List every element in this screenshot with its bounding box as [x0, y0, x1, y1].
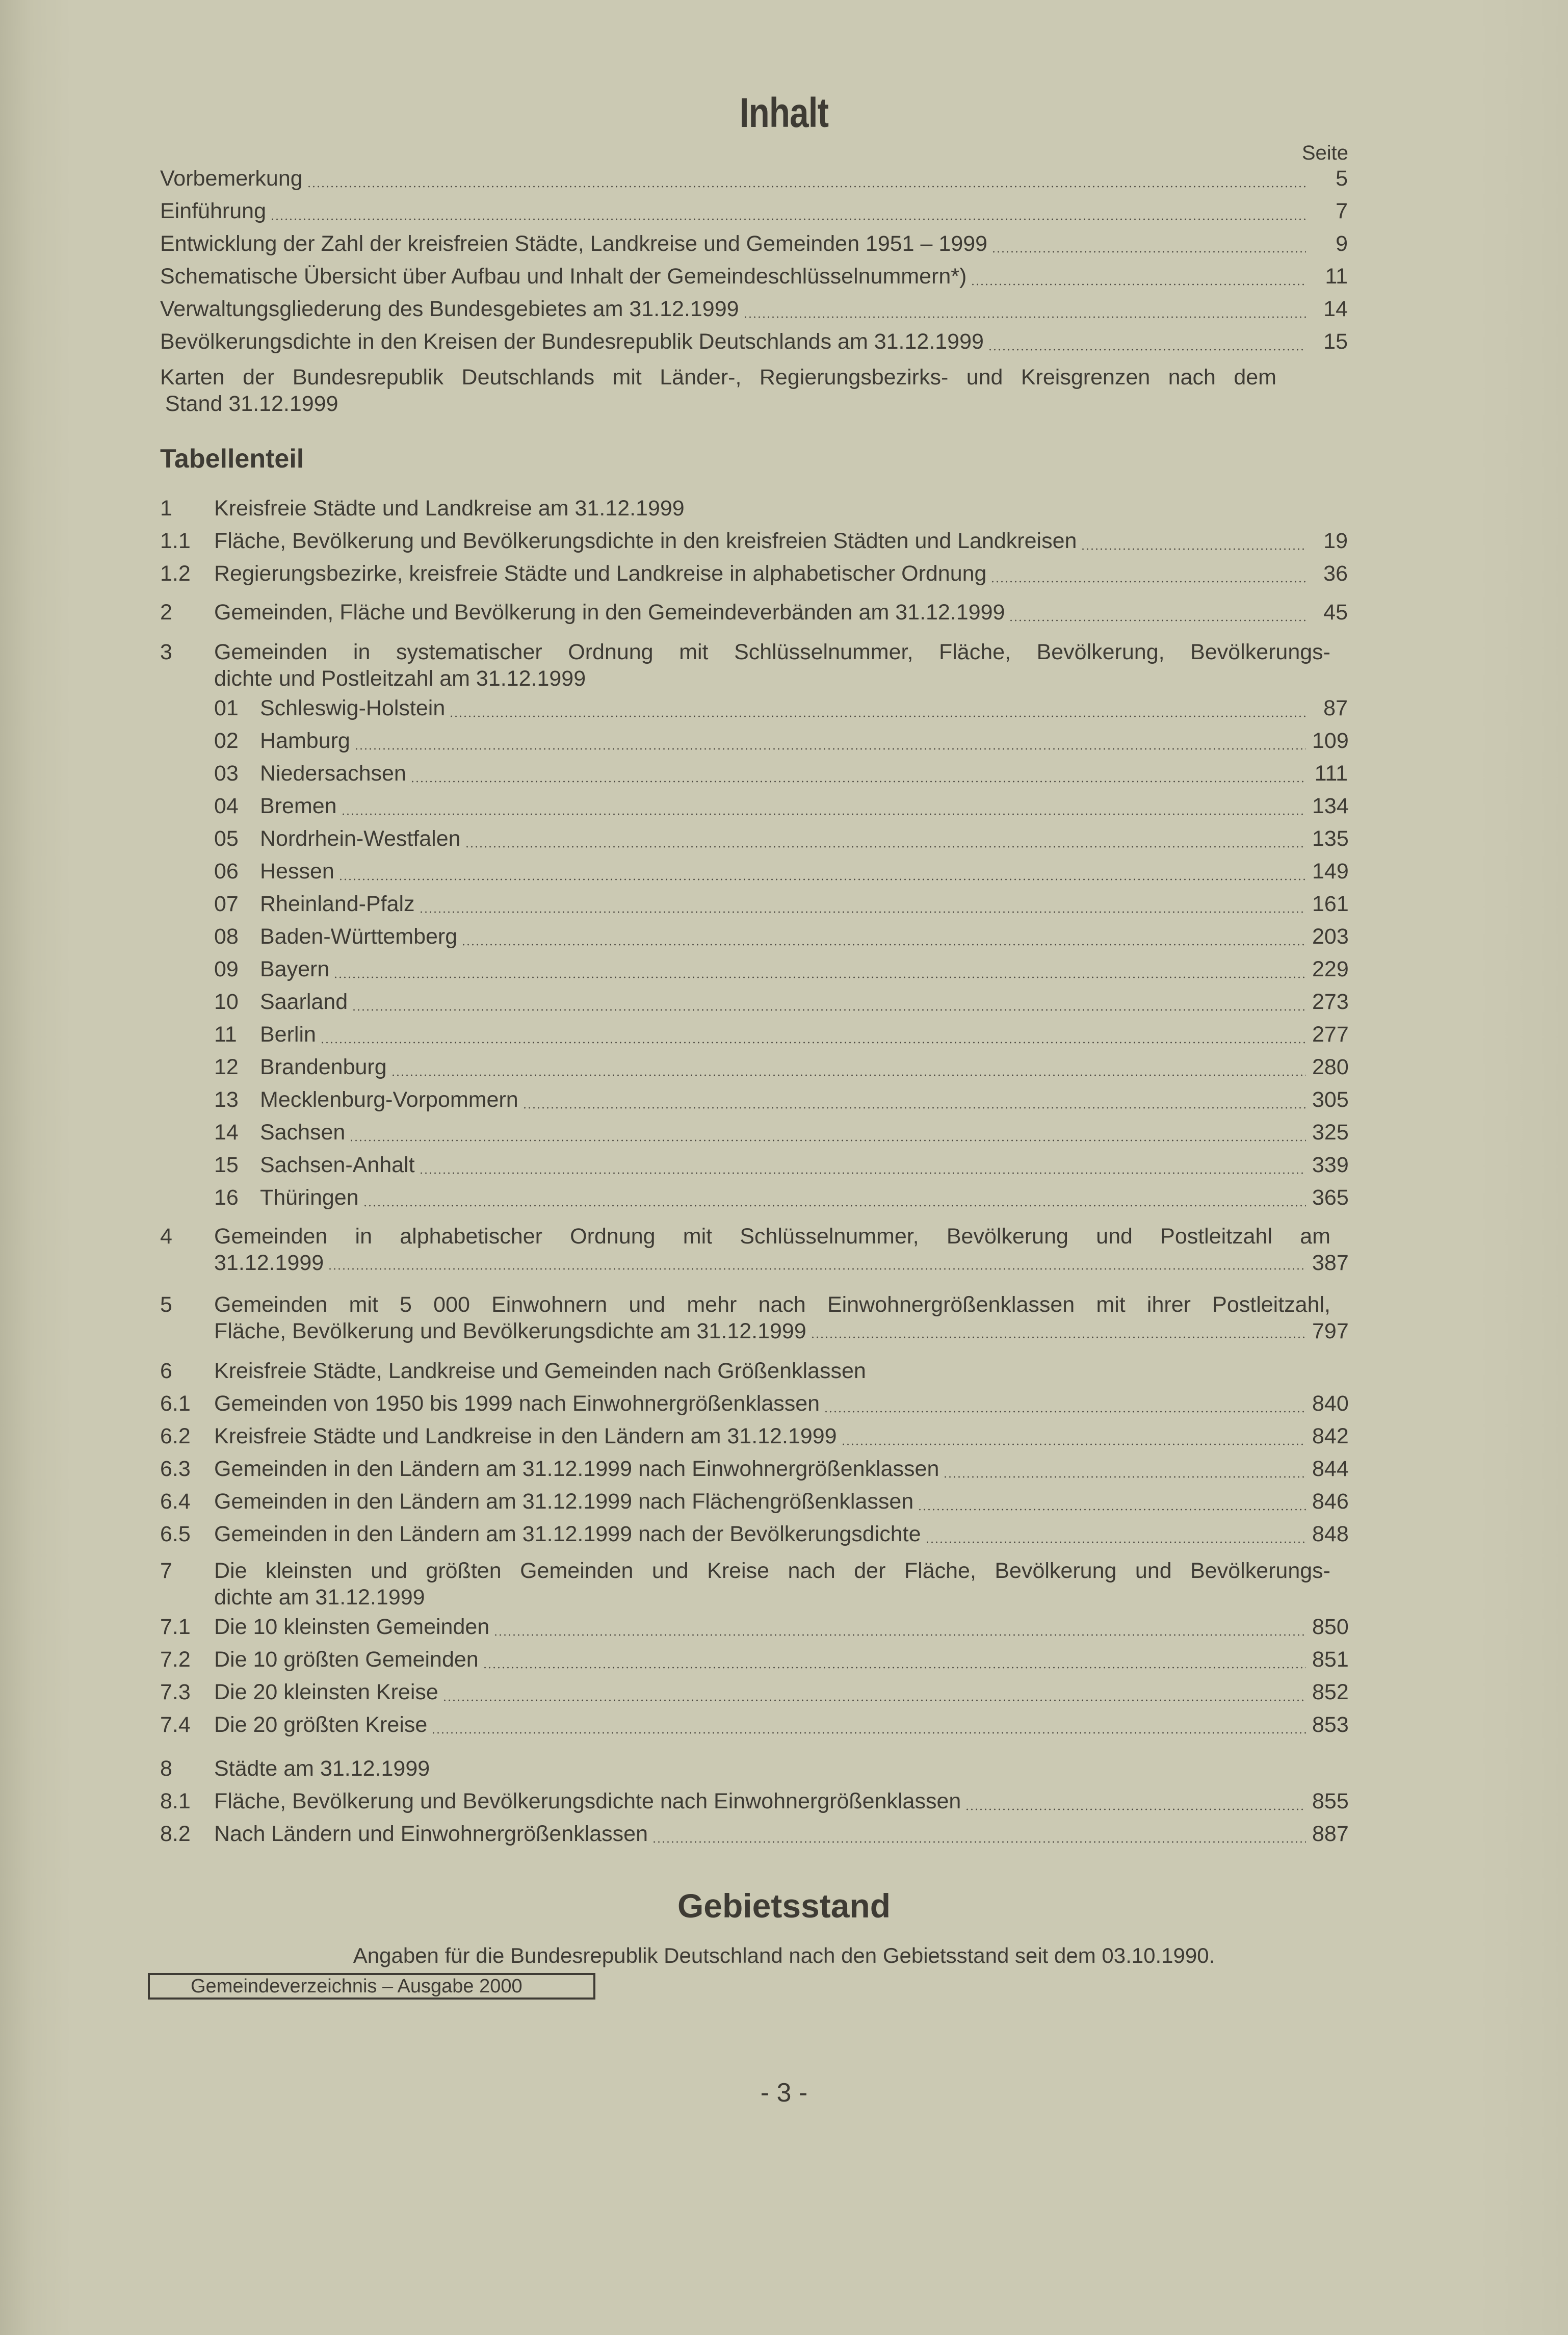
toc-number: 10 [214, 990, 239, 1014]
toc-number: 5 [160, 1292, 172, 1317]
toc-page: 844 [1312, 1457, 1349, 1481]
toc-entry[interactable] [160, 1355, 1348, 1387]
toc-label-cont: 31.12.1999 [214, 1251, 324, 1275]
toc-label: Gemeinden in systematischer Ordnung mit Schlüsselnummer, Fläche, Bevölkerung, Bevölkerungs- [214, 640, 1330, 664]
toc-number: 03 [214, 761, 239, 786]
toc-number: 6.4 [160, 1489, 191, 1514]
toc-label: Städte am 31.12.1999 [214, 1756, 430, 1781]
toc-label: Bayern [260, 957, 330, 981]
toc-number: 09 [214, 957, 239, 981]
toc-number: 08 [214, 924, 239, 949]
toc-entry[interactable] [214, 724, 1348, 757]
toc-label: Brandenburg [260, 1055, 387, 1079]
toc-label: Bevölkerungsdichte in den Kreisen der Bundesrepublik Deutschlands am 31.12.1999 [160, 329, 984, 354]
leader-dots [410, 781, 1306, 783]
toc-number: 1.1 [160, 529, 191, 553]
page-title: Inhalt [739, 90, 829, 136]
toc-entry[interactable] [160, 195, 1348, 227]
toc-label: Rheinland-Pfalz [260, 892, 415, 916]
toc-entry[interactable] [160, 1291, 1348, 1344]
section-heading-gebietsstand: Gebietsstand [677, 1887, 891, 1925]
toc-page: 135 [1312, 826, 1349, 851]
toc-number: 7 [160, 1559, 172, 1583]
toc-label: Sachsen-Anhalt [260, 1153, 415, 1177]
toc-entry[interactable] [214, 1083, 1348, 1116]
toc-number: 14 [214, 1120, 239, 1145]
leader-dots [841, 1443, 1306, 1445]
toc-number: 4 [160, 1224, 172, 1249]
toc-entry[interactable] [160, 227, 1348, 260]
toc-entry[interactable] [160, 1785, 1348, 1818]
toc-number: 04 [214, 794, 239, 818]
leader-dots [522, 1107, 1306, 1109]
toc-entry-maps[interactable] [160, 364, 1348, 417]
leader-dots [811, 1336, 1306, 1338]
toc-page: 15 [1323, 329, 1348, 354]
toc-entry[interactable] [160, 1752, 1348, 1785]
toc-label-cont: Stand 31.12.1999 [165, 392, 338, 416]
leader-dots [971, 283, 1306, 286]
toc-label: Entwicklung der Zahl der kreisfreien Städte, Landkreise und Gemeinden 1951 – 1999 [160, 231, 988, 256]
toc-entry[interactable] [214, 1018, 1348, 1051]
page-number: - 3 - [760, 2078, 808, 2108]
toc-number: 1.2 [160, 561, 191, 586]
toc-number: 13 [214, 1087, 239, 1112]
leader-dots [442, 1699, 1306, 1701]
toc-label: Mecklenburg-Vorpommern [260, 1087, 518, 1112]
toc-number: 6.5 [160, 1522, 191, 1546]
toc-label: Gemeinden in den Ländern am 31.12.1999 nach der Bevölkerungsdichte [214, 1522, 921, 1546]
toc-entry[interactable] [160, 639, 1348, 692]
toc-label: Nach Ländern und Einwohnergrößenklassen [214, 1822, 648, 1846]
toc-page: 36 [1323, 561, 1348, 586]
toc-entry[interactable] [160, 1518, 1348, 1550]
toc-label: Gemeinden, Fläche und Bevölkerung in den Gemeindeverbänden am 31.12.1999 [214, 600, 1005, 625]
toc-entry[interactable] [160, 1387, 1348, 1420]
edition-label: Gemeindeverzeichnis – Ausgabe 2000 [191, 1976, 522, 1997]
toc-label: Gemeinden mit 5 000 Einwohnern und mehr nach Einwohnergrößenklassen mit ihrer Postleitzahl, [214, 1292, 1330, 1317]
toc-number: 7.2 [160, 1647, 191, 1672]
toc-label: Die kleinsten und größten Gemeinden und Kreise nach der Fläche, Bevölkerung und Bevölkerungs- [214, 1559, 1330, 1583]
toc-entry[interactable] [214, 1051, 1348, 1083]
leader-dots [338, 878, 1306, 880]
toc-number: 1 [160, 496, 172, 521]
leader-dots [824, 1411, 1306, 1413]
toc-label-cont: dichte und Postleitzahl am 31.12.1999 [214, 666, 586, 691]
laender-list [160, 692, 1348, 1214]
toc-label: Niedersachsen [260, 761, 406, 786]
toc-label: Gemeinden in alphabetischer Ordnung mit Schlüsselnummer, Bevölkerung und Postleitzahl am [214, 1224, 1330, 1249]
toc-page: 840 [1312, 1391, 1349, 1416]
leader-dots [965, 1808, 1306, 1810]
intro-toc [160, 162, 1348, 417]
toc-number: 06 [214, 859, 239, 884]
toc-label: Verwaltungsgliederung des Bundesgebietes am 31.12.1999 [160, 297, 739, 321]
toc-entry[interactable] [214, 888, 1348, 920]
toc-page: 5 [1336, 166, 1348, 191]
toc-page: 273 [1312, 990, 1349, 1014]
edition-box [148, 1973, 595, 2000]
toc-entry[interactable] [160, 1643, 1348, 1676]
toc-entry[interactable] [214, 920, 1348, 953]
toc-entry[interactable] [160, 1818, 1348, 1850]
toc-number: 16 [214, 1185, 239, 1210]
toc-number: 3 [160, 640, 172, 664]
toc-entry[interactable] [214, 757, 1348, 790]
toc-page: 45 [1323, 600, 1348, 625]
toc-entry[interactable] [160, 1223, 1348, 1276]
toc-page: 853 [1312, 1713, 1349, 1737]
toc-number: 2 [160, 600, 172, 625]
leader-dots [307, 186, 1306, 188]
toc-number: 7.3 [160, 1680, 191, 1704]
toc-page: 161 [1312, 892, 1349, 916]
toc-number: 8.1 [160, 1789, 191, 1813]
leader-dots [270, 218, 1306, 220]
toc-label: Hessen [260, 859, 334, 884]
toc-entry[interactable] [160, 1676, 1348, 1708]
toc-label: Nordrhein-Westfalen [260, 826, 461, 851]
toc-page: 305 [1312, 1087, 1349, 1112]
toc-label: Fläche, Bevölkerung und Bevölkerungsdichte nach Einwohnergrößenklassen [214, 1789, 961, 1813]
toc-number: 12 [214, 1055, 239, 1079]
toc-page: 325 [1312, 1120, 1349, 1145]
toc-label: Bremen [260, 794, 337, 818]
toc-label: Thüringen [260, 1185, 359, 1210]
toc-entry[interactable] [214, 1116, 1348, 1149]
leader-dots [918, 1509, 1306, 1511]
toc-entry[interactable] [214, 822, 1348, 855]
leader-dots [461, 944, 1306, 946]
toc-number: 7.1 [160, 1615, 191, 1639]
leader-dots [349, 1139, 1306, 1141]
leader-dots [493, 1634, 1306, 1636]
toc-number: 07 [214, 892, 239, 916]
toc-page: 203 [1312, 924, 1349, 949]
toc-page: 855 [1312, 1789, 1349, 1813]
leader-dots [1009, 619, 1306, 621]
leader-dots [990, 581, 1306, 583]
toc-label: Die 10 größten Gemeinden [214, 1647, 479, 1672]
toc-entry[interactable] [160, 325, 1348, 358]
toc-label: Saarland [260, 990, 348, 1014]
toc-number: 05 [214, 826, 239, 851]
toc-label: Die 10 kleinsten Gemeinden [214, 1615, 490, 1639]
toc-page: 111 [1314, 761, 1348, 786]
toc-label-cont: Fläche, Bevölkerung und Bevölkerungsdichte am 31.12.1999 [214, 1319, 806, 1343]
toc-label: Die 20 größten Kreise [214, 1713, 428, 1737]
toc-label: Berlin [260, 1022, 316, 1047]
toc-label: Gemeinden von 1950 bis 1999 nach Einwohnergrößenklassen [214, 1391, 820, 1416]
toc-page: 797 [1312, 1319, 1349, 1343]
leader-dots [652, 1841, 1306, 1843]
leader-dots [419, 1172, 1306, 1174]
toc-page: 848 [1312, 1522, 1349, 1546]
toc-page: 109 [1312, 729, 1349, 753]
toc-number: 01 [214, 696, 239, 720]
toc-entry[interactable] [160, 1611, 1348, 1643]
toc-page: 277 [1312, 1022, 1349, 1047]
leader-dots [341, 813, 1306, 815]
toc-entry[interactable] [214, 953, 1348, 985]
toc-label: Hamburg [260, 729, 350, 753]
toc-page: 14 [1323, 297, 1348, 321]
toc-entry[interactable] [160, 1558, 1348, 1611]
leader-dots [449, 715, 1306, 717]
toc-entry[interactable] [160, 293, 1348, 325]
toc-page: 9 [1336, 231, 1348, 256]
toc-page: 842 [1312, 1424, 1349, 1448]
leader-dots [465, 846, 1306, 848]
toc-page: 280 [1312, 1055, 1349, 1079]
toc-page: 387 [1312, 1251, 1349, 1275]
toc-entry[interactable] [160, 260, 1348, 293]
toc-label: Karten der Bundesrepublik Deutschlands mit Länder-, Regierungsbezirks- und Kreisgrenzen nach dem [160, 365, 1276, 390]
leader-dots [943, 1476, 1306, 1478]
leader-dots [431, 1732, 1306, 1734]
toc-label: Regierungsbezirke, kreisfreie Städte und Landkreise in alphabetischer Ordnung [214, 561, 987, 586]
toc-entry[interactable] [160, 1485, 1348, 1518]
toc-label: Baden-Württemberg [260, 924, 458, 949]
toc-number: 7.4 [160, 1713, 191, 1737]
page-column-header: Seite [1301, 142, 1348, 164]
toc-label: Gemeinden in den Ländern am 31.12.1999 nach Flächengrößenklassen [214, 1489, 914, 1514]
toc-page: 339 [1312, 1153, 1349, 1177]
leader-dots [333, 976, 1306, 978]
toc-page: 19 [1323, 529, 1348, 553]
toc-entry[interactable] [160, 162, 1348, 195]
toc-page: 850 [1312, 1615, 1349, 1639]
leader-dots [483, 1667, 1306, 1669]
leader-dots [352, 1009, 1306, 1011]
toc-number: 6.3 [160, 1457, 191, 1481]
toc-entry[interactable] [160, 492, 1348, 525]
toc-page: 846 [1312, 1489, 1349, 1514]
leader-dots [419, 911, 1306, 913]
leader-dots [743, 316, 1306, 318]
leader-dots [328, 1268, 1306, 1270]
toc-number: 11 [214, 1022, 237, 1047]
toc-entry[interactable] [214, 1149, 1348, 1181]
toc-label: Sachsen [260, 1120, 346, 1145]
toc-page: 229 [1312, 957, 1349, 981]
toc-entry[interactable] [160, 596, 1348, 629]
toc-entry[interactable] [160, 525, 1348, 557]
toc-label: Gemeinden in den Ländern am 31.12.1999 nach Einwohnergrößenklassen [214, 1457, 939, 1481]
toc-label: Schleswig-Holstein [260, 696, 446, 720]
toc-label: Fläche, Bevölkerung und Bevölkerungsdichte in den kreisfreien Städten und Landkreisen [214, 529, 1077, 553]
leader-dots [1081, 548, 1306, 550]
toc-number: 15 [214, 1153, 239, 1177]
toc-entry[interactable] [160, 1708, 1348, 1741]
toc-label: Die 20 kleinsten Kreise [214, 1680, 438, 1704]
leader-dots [925, 1541, 1306, 1543]
toc-page: 134 [1312, 794, 1349, 818]
toc-entry[interactable] [214, 1181, 1348, 1214]
toc-entry[interactable] [214, 855, 1348, 888]
gebietsstand-text: Angaben für die Bundesrepublik Deutschland nach den Gebietsstand seit dem 03.10.1990. [353, 1943, 1215, 1967]
toc-entry[interactable] [160, 1420, 1348, 1452]
toc-page: 851 [1312, 1647, 1349, 1672]
leader-dots [991, 251, 1306, 253]
toc-number: 6.1 [160, 1391, 191, 1416]
toc-label: Schematische Übersicht über Aufbau und Inhalt der Gemeindeschlüsselnummern*) [160, 264, 967, 289]
toc-page: 365 [1312, 1185, 1349, 1210]
toc-label: Kreisfreie Städte und Landkreise in den Ländern am 31.12.1999 [214, 1424, 837, 1448]
toc-number: 6.2 [160, 1424, 191, 1448]
toc-number: 8.2 [160, 1822, 191, 1846]
table-toc [160, 492, 1348, 1850]
toc-page: 149 [1312, 859, 1349, 884]
toc-label: Kreisfreie Städte, Landkreise und Gemeinden nach Größenklassen [214, 1359, 866, 1383]
toc-entry[interactable] [160, 557, 1348, 590]
toc-page: 87 [1323, 696, 1348, 720]
section-heading-tabellenteil: Tabellenteil [160, 444, 304, 474]
toc-entry[interactable] [214, 985, 1348, 1018]
toc-entry[interactable] [214, 692, 1348, 724]
leader-dots [988, 349, 1306, 351]
toc-label-cont: dichte am 31.12.1999 [214, 1585, 425, 1610]
toc-entry[interactable] [160, 1452, 1348, 1485]
toc-label: Kreisfreie Städte und Landkreise am 31.12.1999 [214, 496, 685, 521]
toc-entry[interactable] [214, 790, 1348, 822]
toc-page: 11 [1325, 264, 1348, 289]
toc-number: 6 [160, 1359, 172, 1383]
toc-label: Einführung [160, 199, 266, 223]
leader-dots [391, 1074, 1306, 1076]
toc-number: 8 [160, 1756, 172, 1781]
toc-number: 02 [214, 729, 239, 753]
toc-label: Vorbemerkung [160, 166, 303, 191]
toc-page: 7 [1336, 199, 1348, 223]
leader-dots [363, 1205, 1306, 1207]
leader-dots [320, 1042, 1306, 1044]
toc-page: 852 [1312, 1680, 1349, 1704]
leader-dots [354, 748, 1306, 750]
toc-page: 887 [1312, 1822, 1349, 1846]
